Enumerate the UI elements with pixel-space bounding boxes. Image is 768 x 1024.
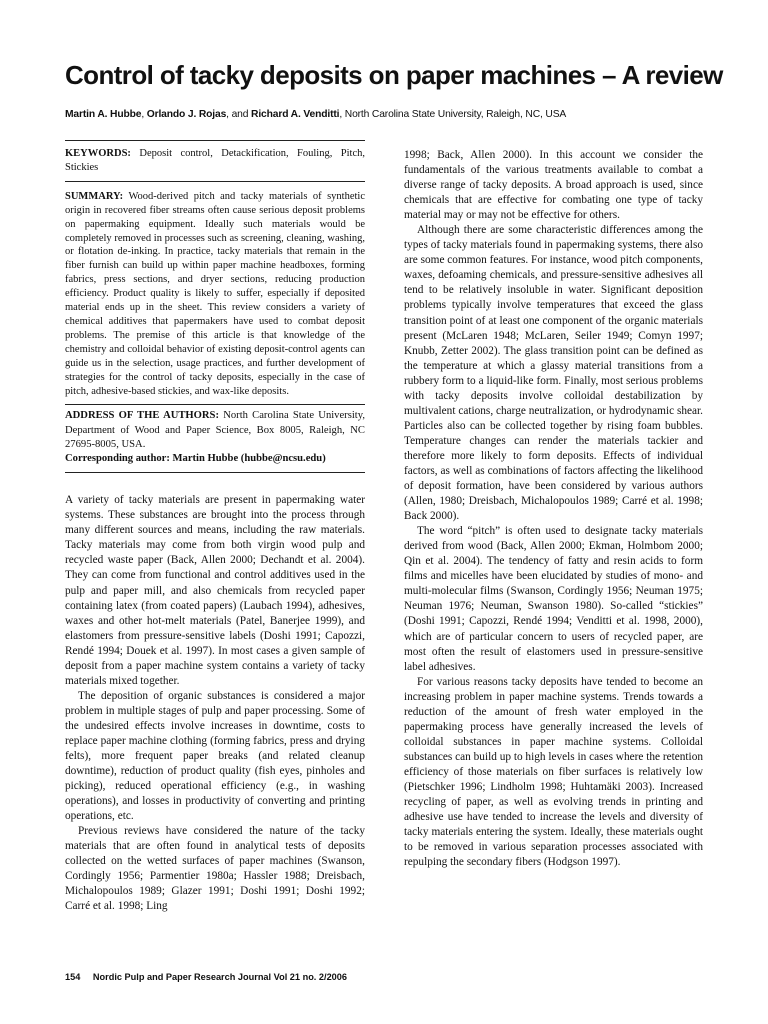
left-column xyxy=(65,140,365,915)
keywords-label: KEYWORDS: xyxy=(65,148,131,159)
keywords-text: Deposit control, Detackification, Fouling, Pitch, Stickies xyxy=(65,148,365,173)
summary-label: SUMMARY: xyxy=(65,190,124,202)
author-line: Martin A. Hubbe, Orlando J. Rojas, and Richard A. Venditti, North Carolina State University, Raleigh, NC, USA xyxy=(65,109,567,120)
summary-text: Wood-derived pitch and tacky materials of synthetic origin in recovered fiber streams often cause serious deposit problems on papermaking equipment. Ideally such materials would be completely removed in processes such as screening, cleaning, washing, or flotation de-inking. In practice, tacky materials that remain in the fiber furnish can build up within paper machine headboxes, forming fabrics, press sections, and dryer sections, reducing production efficiency. Product quality is likely to suffer, especially if deposited material ends up in the sheet. This review considers a variety of chemical additives that papermakers have used to combat deposit problems. The premise of this article is that knowledge of the chemistry and colloidal behavior of existing deposit-control agents can guide us in the selection, usage practices, and further development of strategies for the control of tacky deposits, especially in the case of pitch, adhesive-based stickies, and wax-like deposits. xyxy=(65,190,366,397)
author-hubbe: Martin A. Hubbe xyxy=(65,109,142,120)
paragraph: The deposition of organic substances is considered a major problem in multiple stages of pulp and paper processing. Some of the undesired effects involve increases in downtime, costs to replace paper machine clothing (forming fabrics, press and drying felts), more frequent paper breaks (and related cleanup downtime), reduction of product quality (fish eyes, pinholes and picking), reduced operational efficiency (e.g., in washing operations), and losses in productivity of converting and printing operations, etc. xyxy=(65,689,365,823)
paragraph: 1998; Back, Allen 2000). In this account we consider the fundamentals of the various treatments available to combat a diverse range of tacky deposits. A broad approach is used, since chemicals that are effective for combating one type of tacky material may or may not be effective for others. xyxy=(404,149,703,222)
journal-citation: Nordic Pulp and Paper Research Journal Vol 21 no. 2/2006 xyxy=(92,972,348,982)
article-title: Control of tacky deposits on paper machines – A review xyxy=(65,60,723,90)
paragraph: For various reasons tacky deposits have tended to become an increasing problem in paper machine systems. Trends towards a reduction of the amount of fresh water employed in the papermaking process have generally increased the levels of colloidal substances in paper machine systems. Colloidal substances can build up to high levels in cases where the retention efficiency of those materials on fiber surfaces is relatively low (Pietschker 1996; Lindholm 1998; Huhtamäki 2003). Increased recycling of paper, as well as evolving trends in printing and adhesive use have tended to increase the levels and diversity of tacky materials entering the system. Ideally, these materials ought to be removed in various separation processes associated with repulping the secondary fibers (Hodgson 1997). xyxy=(404,675,703,869)
paragraph: The word “pitch” is often used to designate tacky materials derived from wood (Back, Allen 2000; Ekman, Holmbom 2000; Qin et al. 2004). The tendency of fatty and resin acids to form films and micelles have been elucidated by studies of mono- and multi-molecular films (Swanson, Cordingly 1956; Neuman 1975; Neuman 1976; Neuman, Swanson 1980). So-called “stickies” (Doshi 1991; Capozzi, Rendé 1994; Venditti et al. 1998, 2000), which are of particular concern to users of recycled paper, are most often the result of elastomers used in pressure-sensitive label adhesives. xyxy=(404,525,703,673)
author-venditti: Richard A. Venditti xyxy=(251,109,340,120)
page-number: 154 xyxy=(65,972,81,982)
author-conjunction: and xyxy=(231,109,249,120)
address-rule xyxy=(65,472,365,473)
keywords-block xyxy=(65,141,365,181)
corresponding-author: Corresponding author: Martin Hubbe (hubbe@ncsu.edu) xyxy=(65,453,326,465)
summary-block xyxy=(65,182,365,405)
address-block xyxy=(65,405,365,472)
right-column xyxy=(404,148,703,870)
author-rojas: Orlando J. Rojas xyxy=(146,109,227,120)
paragraph: Although there are some characteristic differences among the types of tacky materials found in papermaking systems, there also are some common features. For instance, wood pitch components, waxes, defoaming chemicals, and pressure-sensitive adhesives all tend to be relatively insoluble in water. Significant deposition problems typically involve temperatures that exceed the glass transition point of at least one component of the organic materials present (McLaren 1948; McLaren, Seiler 1949; Comyn 1997; Knubb, Zetter 2002). The glass transition point can be defined as the temperature at which a glassy material transitions from a rubbery form to a liquid-like form. Finally, most serious problems with tacky deposits involve colloidal destabilization by multivalent cations, charge neutralization, or hydrodynamic shear. Particles also can be collected together by rising foam bubbles. Temperature changes can render the materials tackier and therefore more likely to form deposits. Effects of individual factors, as well as combinations of factors affecting the likelihood of deposit formation, have been considered by various authors (Allen, 1980; Dreisbach, Michalopoulos 1989; Carré et al. 1998; Back 2000). xyxy=(404,224,703,523)
address-text: North Carolina State University, Department of Wood and Paper Science, Box 8005, Raleigh, NC 27695-8005, USA. xyxy=(65,410,365,450)
page-footer xyxy=(65,972,565,982)
left-body xyxy=(65,493,365,914)
paragraph: A variety of tacky materials are present in papermaking water systems. These substances are brought into the process through many different sources and means, including the raw materials. Tacky materials may come from both virgin wood pulp and recycled waste paper (Back, Allen 2000; Dechandt et al. 2004). They can come from functional and control additives used in the pulp and paper mill, and also chemicals from recycled paper containing latex (from coated papers) (Laubach 1994), adhesives, waxes and other hot-melt materials (Patel, Banerjee 1999), and elastomers from pressure-sensitive labels (Doshi 1991; Capozzi, Rendé 1994; Douek et al. 1997). In most cases a given sample of deposit from a paper machine system contains a variety of tacky materials mixed together. xyxy=(65,494,365,687)
paragraph: Previous reviews have considered the nature of the tacky materials that are often found in analytical tests of deposits collected on the wetted surfaces of paper machines (Swanson, Cordingly 1956; Parmentier 1980a; Hassler 1988; Dreisbach, Michalopoulos 1989; Glazer 1991; Doshi 1991; Doshi 1992; Carré et al. 1998; Ling xyxy=(65,825,365,913)
author-affiliation: North Carolina State University, Raleigh, NC, USA xyxy=(344,109,567,120)
address-label: ADDRESS OF THE AUTHORS: xyxy=(65,410,219,422)
